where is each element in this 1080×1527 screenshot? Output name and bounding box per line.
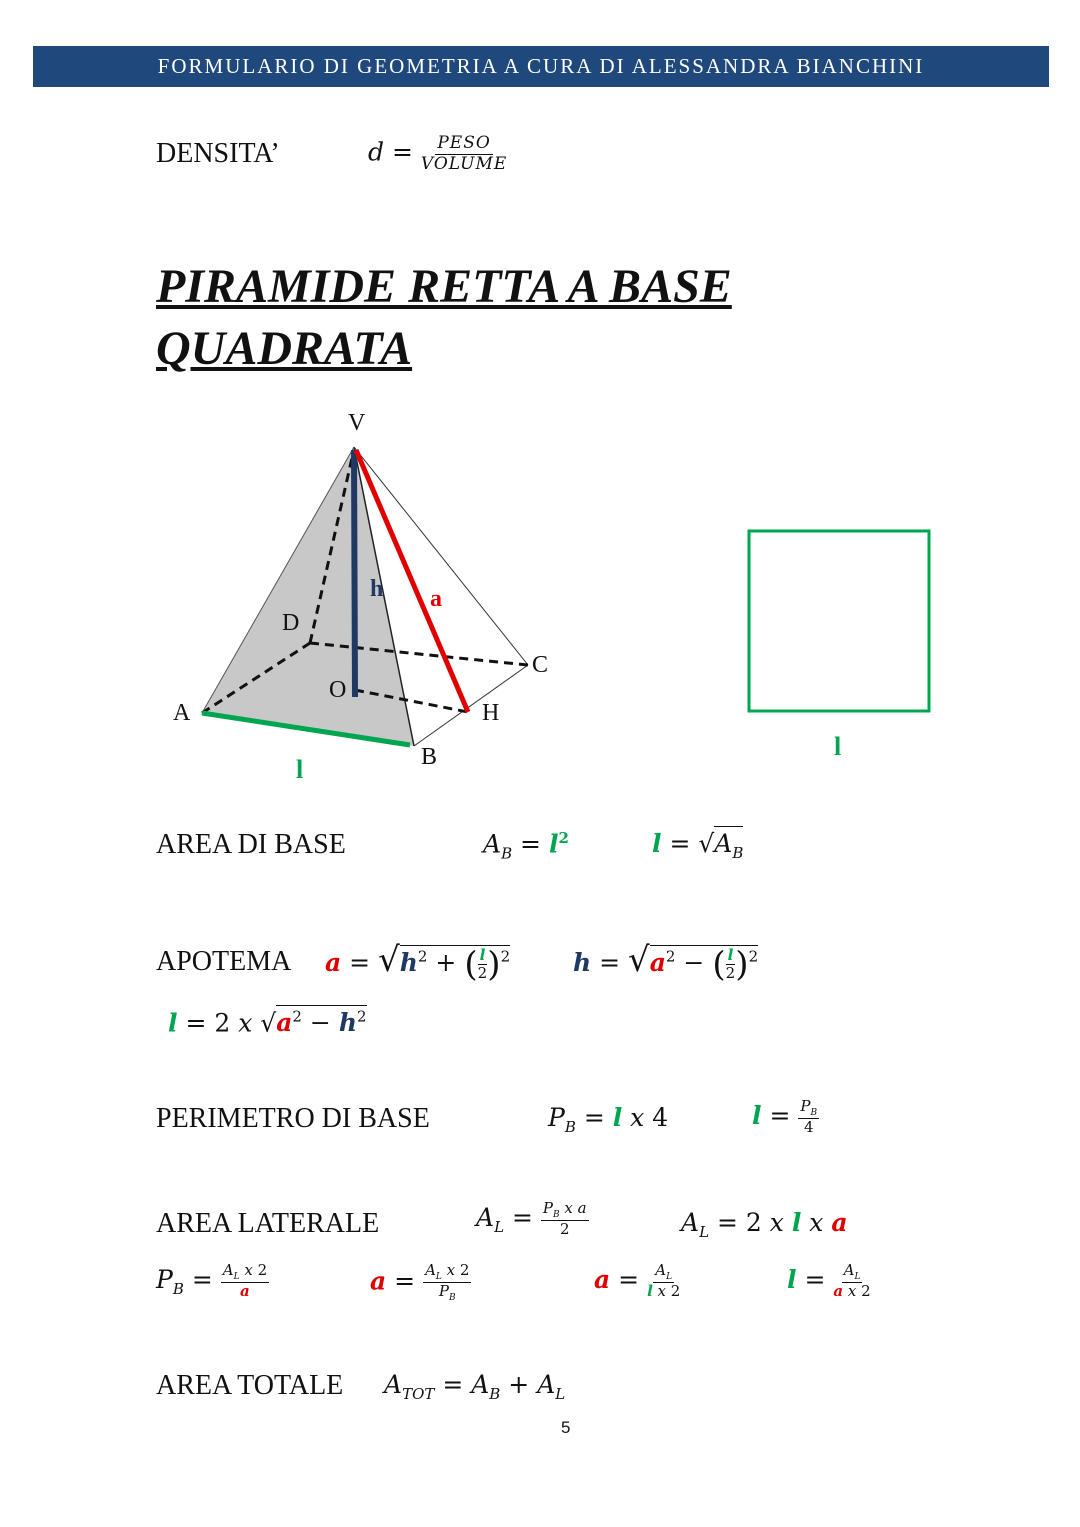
label-l: l (296, 755, 304, 784)
vertex-b: B (421, 744, 438, 770)
point-h: H (482, 700, 500, 726)
apotema-label: APOTEMA (156, 946, 292, 977)
label-h: h (370, 576, 384, 602)
laterale-label: AREA LATERALE (156, 1208, 380, 1239)
denominator: VOLUME (420, 153, 508, 174)
label-a: a (430, 586, 442, 612)
density-label: DENSITA’ (156, 138, 280, 169)
side-from-area-formula: $l = √A_B$ (652, 829, 743, 862)
square-base (749, 531, 929, 711)
area-base-label: AREA DI BASE (156, 829, 346, 860)
header-title: FORMULARIO DI GEOMETRIA A CURA DI ALESSANDRA BIANCHINI (157, 54, 925, 78)
vertex-a: A (173, 700, 191, 726)
page-number: 5 (561, 1418, 571, 1437)
lateral-area-formula-2: $A_L = 2$ x l x a (681, 1208, 848, 1241)
square-label-l: l (834, 732, 842, 761)
title-line-2: QUADRATA (156, 322, 413, 375)
apothem-formula: $a = √h^2$ + ( $\frac{l}{2}$ )$^2$ (325, 940, 511, 985)
vertex-v: V (348, 410, 366, 436)
height-segment-h (354, 450, 355, 697)
height-formula: $h = √a^2$ − ( $\frac{l}{2}$ )$^2$ (573, 940, 759, 985)
perimeter-from-lateral-formula: $P_B$ = $\frac{A_L x 2}{a}$ (156, 1261, 268, 1301)
eq: = (391, 137, 413, 167)
vertex-d: D (282, 610, 300, 636)
point-o: O (329, 677, 347, 703)
perimeter-formula: $P_B = l$ x 4 (548, 1103, 669, 1136)
numerator: PESO (437, 133, 491, 153)
side-from-apothem-formula: l = 2 x $√a^2 - h^2$ (168, 1008, 367, 1037)
perimetro-label: PERIMETRO DI BASE (156, 1103, 430, 1134)
title-line-1: PIRAMIDE RETTA A BASE (156, 260, 732, 313)
vertex-c: C (532, 652, 549, 678)
totale-label: AREA TOTALE (156, 1370, 344, 1401)
area-base-formula: $A_B = l^2$ (483, 829, 569, 863)
side-from-perimeter-formula: l = $\frac{P_B}{4}$ (752, 1097, 818, 1137)
lateral-area-formula-1: $A_L$ = $\frac{P_B x a}{2}$ (476, 1199, 587, 1239)
apothem-from-lateral-formula-1: a = $\frac{A_L x 2}{P_B}$ (370, 1261, 470, 1304)
total-area-formula: $A_{TOT} = A_B + A_L$ (384, 1370, 566, 1403)
d-var: d (368, 137, 385, 167)
apothem-from-lateral-formula-2: a = $\frac{A_L}{\text{l x 2}}$ (594, 1261, 681, 1301)
side-from-lateral-formula: l = $\frac{A_L}{\text{a x 2}}$ (787, 1261, 871, 1301)
